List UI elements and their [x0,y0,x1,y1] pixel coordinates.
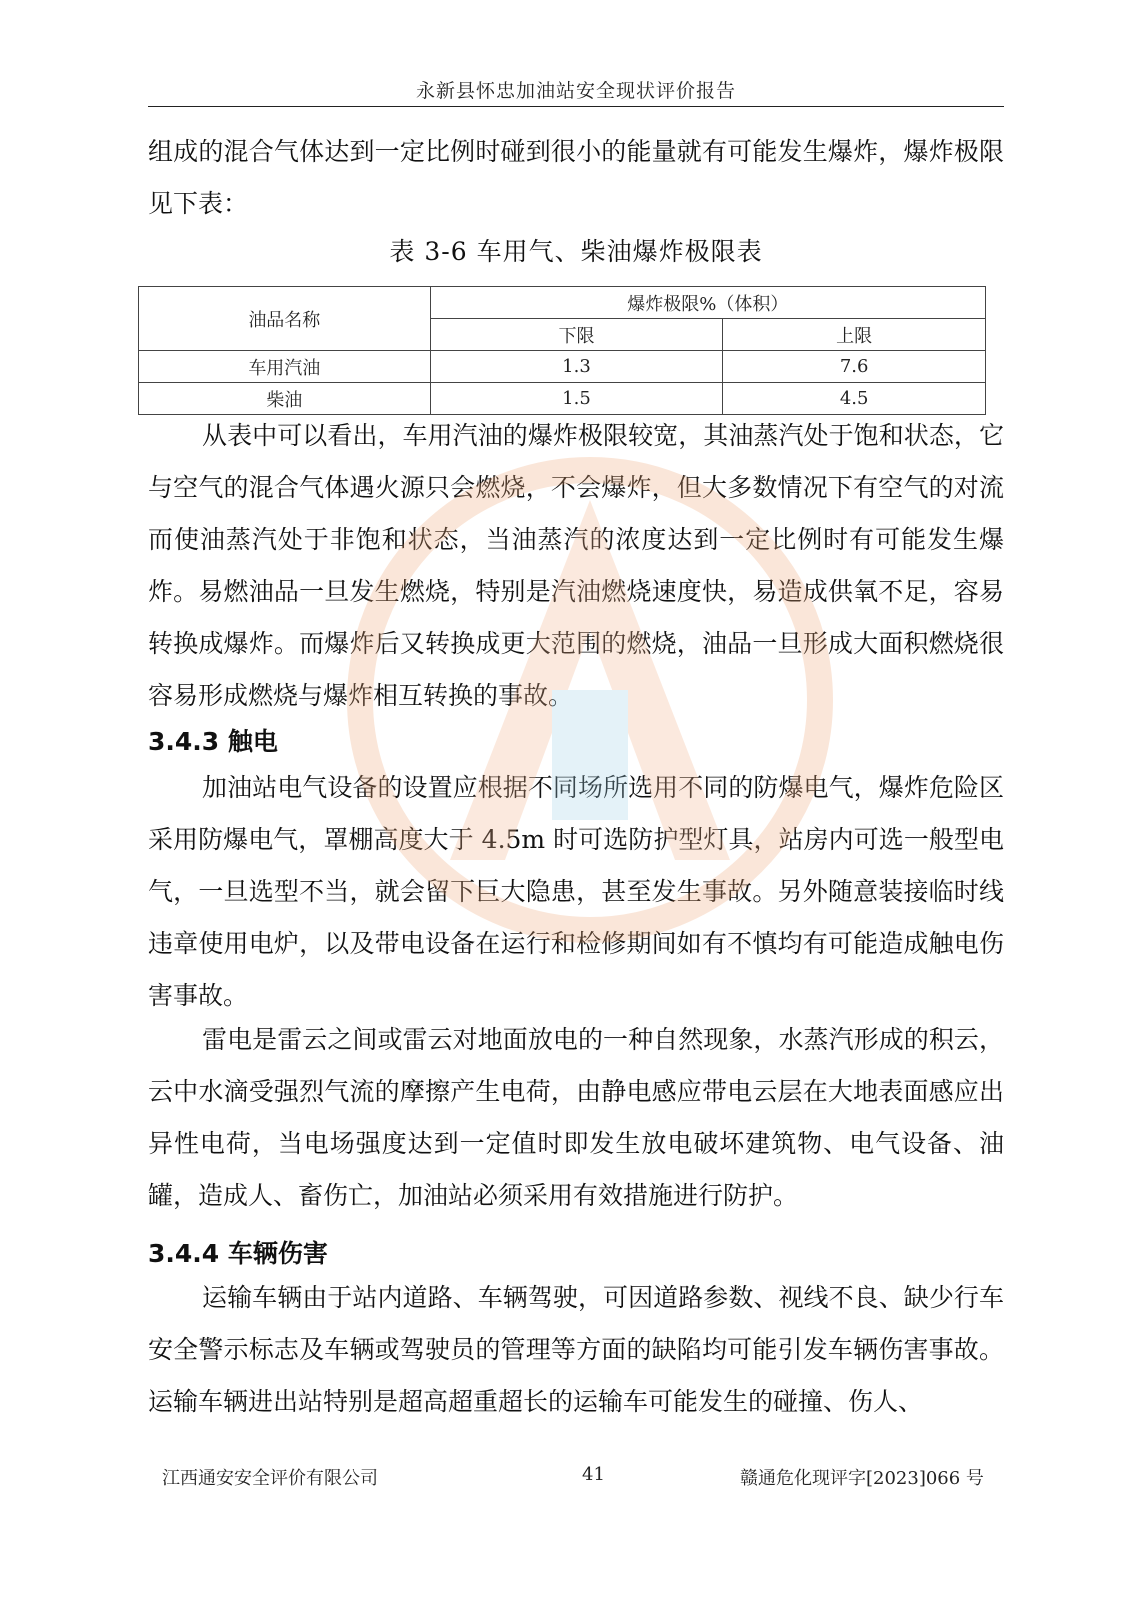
table-row [139,351,986,383]
intro-paragraph: 组成的混合气体达到一定比例时碰到很小的能量就有可能发生爆炸，爆炸极限见下表： [148,137,1004,218]
table-cell-lower: 1.3 [430,351,723,383]
footer-company: 江西通安安全评价有限公司 [162,1468,378,1489]
table-cell-upper: 4.5 [723,383,986,415]
table-cell-name: 车用汽油 [139,351,431,383]
table-header-upper: 上限 [723,319,986,351]
running-header: 永新县怀忠加油站安全现状评价报告 [415,80,736,102]
table-cell-upper: 7.6 [723,351,986,383]
table-caption: 表 3-6 车用气、柴油爆炸极限表 [389,237,763,266]
header-divider [148,106,1004,107]
table-cell-lower: 1.5 [430,383,723,415]
section-heading-electric-shock: 3.4.3 触电 [148,727,278,756]
table-cell-name: 柴油 [139,383,431,415]
paragraph-lightning: 雷电是雷云之间或雷云对地面放电的一种自然现象，水蒸汽形成的积云，云中水滴受强烈气流的摩擦产生电荷，由静电感应带电云层在大地表面感应出异性电荷，当电场强度达到一定值时即发生放电破坏建筑物、电气设备、油罐，造成人、畜伤亡，加油站必须采用有效措施进行防护。 [148,1025,1004,1210]
paragraph-explosion-analysis: 从表中可以看出，车用汽油的爆炸极限较宽，其油蒸汽处于饱和状态，它与空气的混合气体遇火源只会燃烧，不会爆炸，但大多数情况下有空气的对流而使油蒸汽处于非饱和状态，当油蒸汽的浓度达到一定比例时有可能发生爆炸。易燃油品一旦发生燃烧，特别是汽油燃烧速度快，易造成供氧不足，容易转换成爆炸。而爆炸后又转换成更大范围的燃烧，油品一旦形成大面积燃烧很容易形成燃烧与爆炸相互转换的事故。 [148,421,1004,710]
footer-document-number: 赣通危化现评字[2023]066 号 [740,1468,984,1489]
paragraph-vehicle-injury: 运输车辆由于站内道路、车辆驾驶，可因道路参数、视线不良、缺少行车安全警示标志及车辆或驾驶员的管理等方面的缺陷均可能引发车辆伤害事故。运输车辆进出站特别是超高超重超长的运输车可能发生的碰撞、伤人、 [148,1283,1004,1416]
table-header-oil-name: 油品名称 [139,287,431,351]
paragraph-electrical-equipment: 加油站电气设备的设置应根据不同场所选用不同的防爆电气，爆炸危险区采用防爆电气，罩棚高度大于 4.5m 时可选防护型灯具，站房内可选一般型电气，一旦选型不当，就会留下巨大隐患，甚至发生事故。另外随意装接临时线违章使用电炉，以及带电设备在运行和检修期间如有不慎均有可能造成触电伤害事故。 [148,773,1004,1010]
table-header-lower: 下限 [430,319,723,351]
table-header-row [139,287,986,319]
footer-page-number: 41 [582,1464,605,1485]
explosion-limits-table [138,286,986,415]
section-heading-vehicle-injury: 3.4.4 车辆伤害 [148,1239,328,1268]
table-header-limits: 爆炸极限%（体积） [430,287,985,319]
